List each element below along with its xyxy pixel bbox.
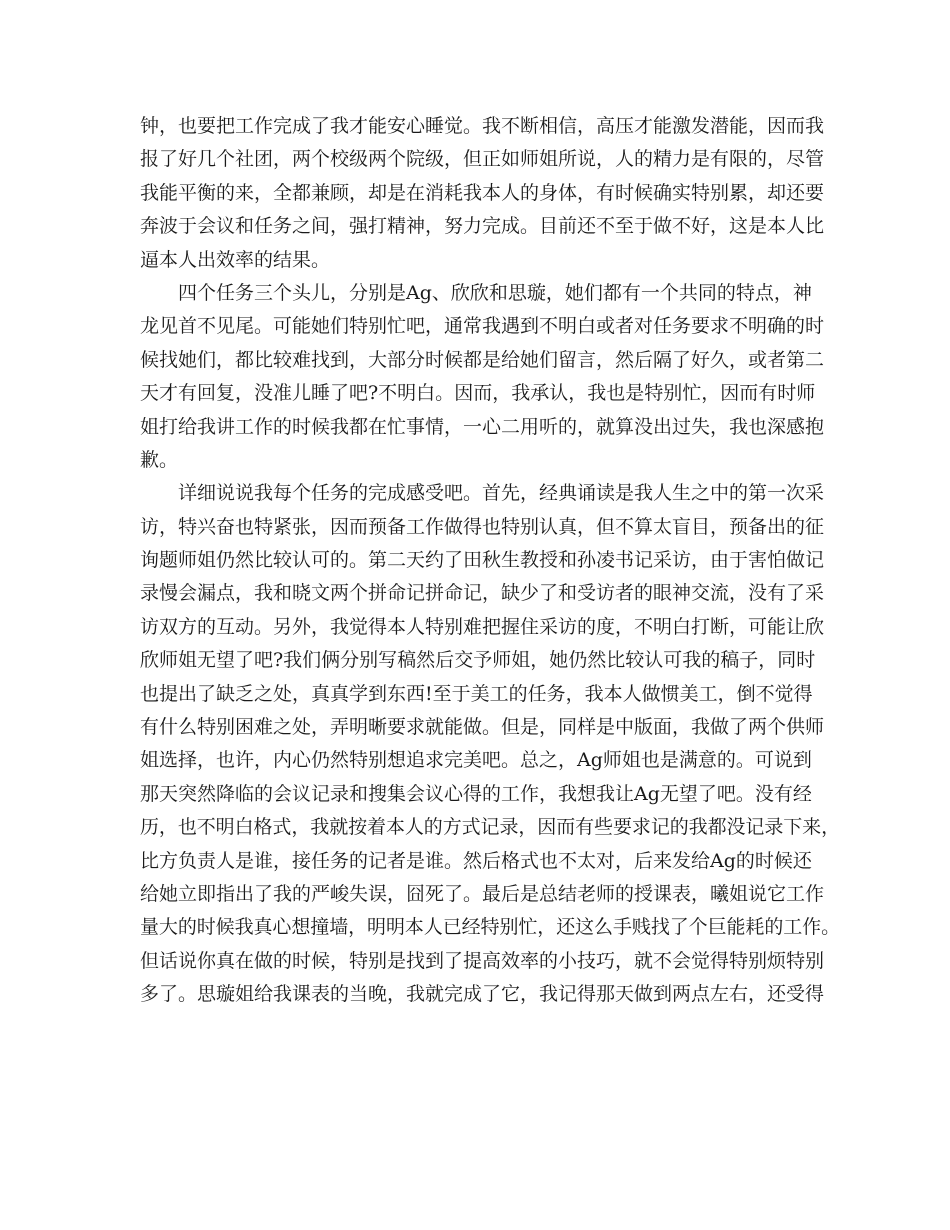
text-line: 询题师姐仍然比较认可的。第二天约了田秋生教授和孙凌书记采访，由于害怕做记 [140, 549, 825, 572]
text-line: 量大的时候我真心想撞墙，明明本人已经特别忙，还这么手贱找了个巨能耗的工作。 [140, 916, 841, 939]
text-line: 报了好几个社团，两个校级两个院级，但正如师姐所说，人的精力是有限的，尽管 [140, 148, 825, 171]
text-line: 也提出了缺乏之处，真真学到东西!至于美工的任务，我本人做惯美工，倒不觉得 [140, 682, 813, 705]
text-line: 候找她们，都比较难找到，大部分时候都是给她们留言，然后隔了好久，或者第二 [140, 348, 825, 371]
text-line: 天才有回复，没准儿睡了吧?不明白。因而，我承认，我也是特别忙，因而有时师 [140, 382, 816, 405]
text-line: 录慢会漏点，我和晓文两个拼命记拼命记，缺少了和受访者的眼神交流，没有了采 [140, 582, 825, 605]
paragraph [140, 477, 840, 1011]
text-line: 姐选择，也许，内心仍然特别想追求完美吧。总之，Ag师姐也是满意的。可说到 [140, 749, 812, 772]
text-line: 历，也不明白格式，我就按着本人的方式记录，因而有些要求记的我都没记录下来， [140, 816, 841, 839]
text-line: 歉。 [140, 448, 179, 471]
body-text [140, 110, 840, 1012]
paragraph [140, 110, 840, 277]
text-line: 我能平衡的来，全都兼顾，却是在消耗我本人的身体，有时候确实特别累，却还要 [140, 181, 825, 204]
text-line: 访，特兴奋也特紧张，因而预备工作做得也特别认真，但不算太盲目，预备出的征 [140, 515, 825, 538]
text-line: 姐打给我讲工作的时候我都在忙事情，一心二用听的，就算没出过失，我也深感抱 [140, 415, 825, 438]
text-line: 奔波于会议和任务之间，强打精神，努力完成。目前还不至于做不好，这是本人比 [140, 215, 825, 238]
text-line: 给她立即指出了我的严峻失误，囧死了。最后是总结老师的授课表，曦姐说它工作 [140, 882, 825, 905]
text-line: 多了。思璇姐给我课表的当晚，我就完成了它，我记得那天做到两点左右，还受得 [140, 983, 825, 1006]
text-line: 四个任务三个头儿，分别是Ag、欣欣和思璇，她们都有一个共同的特点，神 [178, 281, 812, 304]
text-line: 钟，也要把工作完成了我才能安心睡觉。我不断相信，高压才能激发潜能，因而我 [140, 115, 825, 137]
paragraph [140, 277, 840, 477]
text-line: 访双方的互动。另外，我觉得本人特别难把握住采访的度，不明白打断，可能让欣 [140, 615, 825, 638]
text-line: 那天突然降临的会议记录和搜集会议心得的工作，我想我让Ag无望了吧。没有经 [140, 782, 812, 805]
text-line: 详细说说我每个任务的完成感受吧。首先，经典诵读是我人生之中的第一次采 [178, 482, 825, 505]
text-line: 有什么特别困难之处，弄明晰要求就能做。但是，同样是中版面，我做了两个供师 [140, 716, 825, 739]
text-line: 欣师姐无望了吧?我们俩分别写稿然后交予师姐，她仍然比较认可我的稿子，同时 [140, 649, 816, 672]
text-line: 但话说你真在做的时候，特别是找到了提高效率的小技巧，就不会觉得特别烦特别 [140, 949, 825, 972]
text-line: 龙见首不见尾。可能她们特别忙吧，通常我遇到不明白或者对任务要求不明确的时 [140, 315, 825, 338]
text-line: 逼本人出效率的结果。 [140, 248, 331, 271]
text-line: 比方负责人是谁，接任务的记者是谁。然后格式也不太对，后来发给Ag的时候还 [140, 849, 812, 872]
